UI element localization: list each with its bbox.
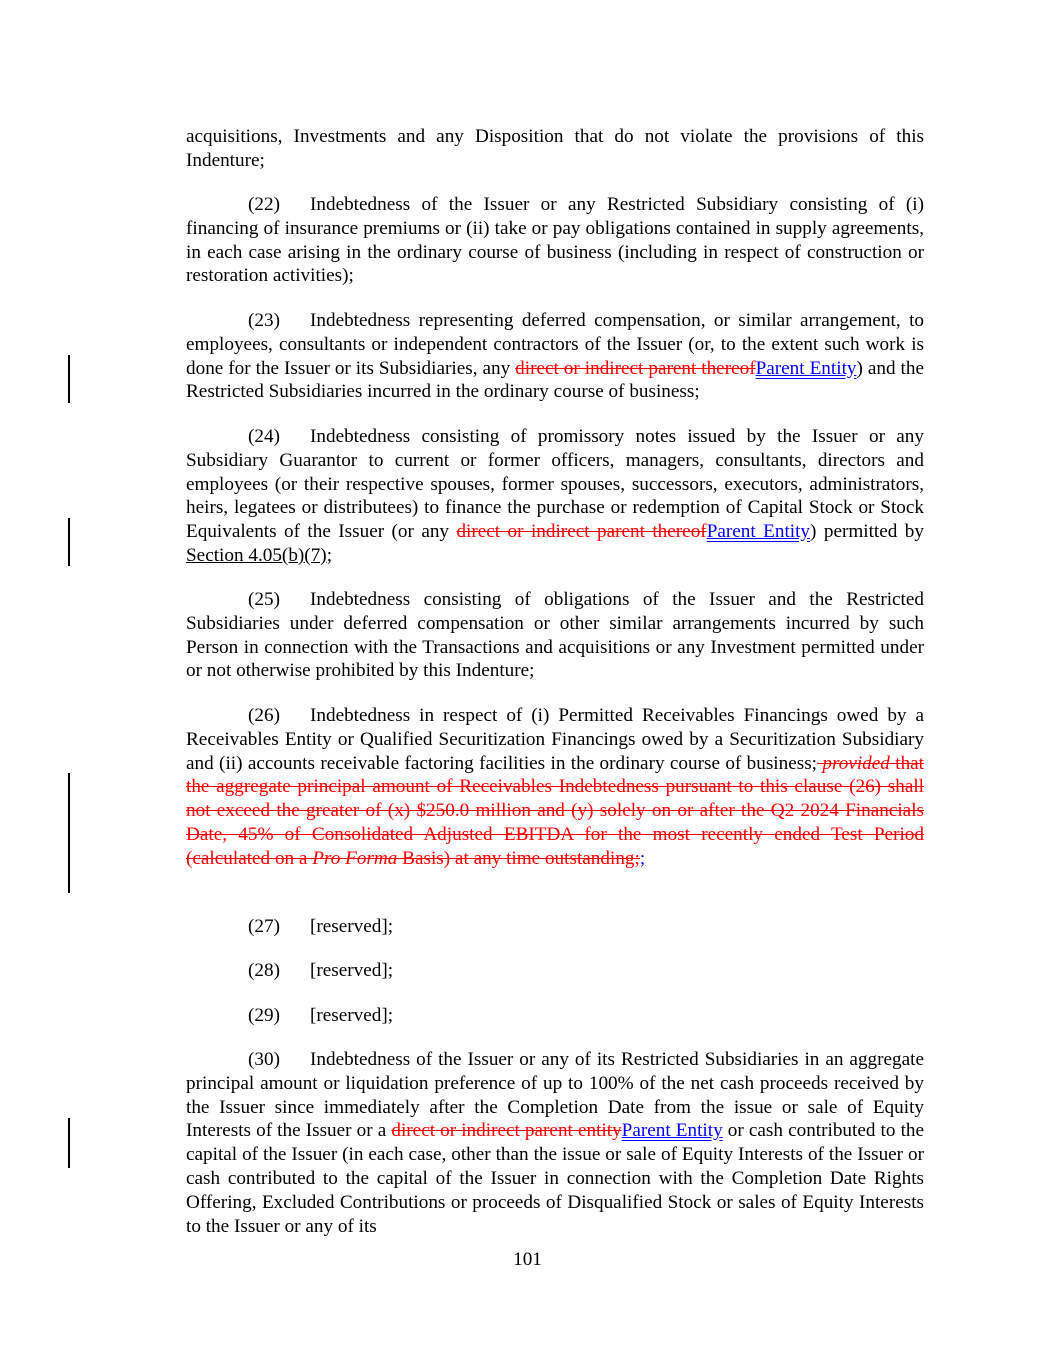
paragraph-26 — [186, 704, 924, 871]
paragraph-text: Indebtedness of the Issuer or any Restricted Subsidiary consisting of (i) financing of insurance premiums or (ii) take or pay obligations contained in supply agreements, in each case arising in the ordinary course of business (including in respect of construction or restoration activities); — [186, 194, 924, 287]
change-bar — [68, 1118, 70, 1168]
change-bar — [68, 518, 70, 566]
deleted-text-italic: Pro Forma — [312, 847, 398, 869]
clause-number: (26) — [248, 705, 280, 726]
paragraph-23 — [186, 309, 924, 404]
deleted-text: direct or indirect parent thereof — [515, 357, 756, 379]
section-reference: Section 4.05(b)(7) — [186, 544, 327, 566]
deleted-text: Basis) at any time outstanding; — [397, 847, 640, 869]
clause-number: (28) — [248, 960, 280, 981]
clause-number: (30) — [248, 1049, 280, 1070]
inserted-text: ; — [639, 847, 646, 869]
inserted-text: Parent Entity — [755, 357, 857, 379]
paragraph-25 — [186, 588, 924, 683]
paragraph-22 — [186, 193, 924, 288]
paragraph-text: Indebtedness representing deferred compensation, or similar arrangement, to employees, consultants or independent contractors of the Issuer (or, to the extent such work is done for the Issuer or its Subsidiaries, any — [186, 310, 924, 379]
paragraph-text: [reserved]; — [310, 1005, 394, 1026]
clause-number: (22) — [248, 194, 280, 215]
paragraph-28 — [248, 959, 393, 983]
change-bar — [68, 773, 70, 893]
paragraph-24 — [186, 425, 924, 568]
inserted-text: Parent Entity — [706, 521, 811, 543]
paragraph-29 — [248, 1004, 393, 1028]
deleted-text: direct or indirect parent thereof — [456, 521, 707, 543]
paragraph-text: [reserved]; — [310, 960, 394, 981]
paragraph-text: or cash contributed to the capital of the Issuer (in each case, other than the issue or sale of Equity Interests of the Issuer or cash contributed to the capital of the Issuer in connection with the Completion Date Rights Offering, Excluded Contributions or proceeds of Disqualified Stock or sales of Equity Interests to the Issuer or any of its — [186, 1120, 925, 1237]
clause-number: (27) — [248, 916, 280, 937]
paragraph-text: ) and the Restricted Subsidiaries incurred in the ordinary course of business; — [186, 357, 924, 403]
clause-number: (29) — [248, 1005, 280, 1026]
deleted-text: direct or indirect parent entity — [391, 1120, 622, 1142]
deleted-text: that the aggregate principal amount of Receivables Indebtedness pursuant to this clause (26) shall not exceed the greater of (x) $250.0 million and (y) solely on or after the Q2 2024 Financials Date, 45% of Consolidated Adjusted EBITDA for the most recently ended Test Period (calculated on a — [186, 752, 925, 869]
paragraph-text: ) permitted by — [810, 521, 924, 543]
paragraph-text: Indebtedness of the Issuer or any of its Restricted Subsidiaries in an aggregate principal amount or liquidation preference of up to 100% of the net cash proceeds received by the Issuer since immediately after the Completion Date from the issue or sale of Equity Interests of the Issuer or a — [186, 1049, 924, 1142]
clause-number: (23) — [248, 310, 280, 331]
paragraph-text: [reserved]; — [310, 916, 394, 937]
page-number: 101 — [513, 1249, 542, 1270]
paragraph-text: Indebtedness consisting of obligations of the Issuer and the Restricted Subsidiaries under deferred compensation or other similar arrangements incurred by such Person in connection with the Transactions and acquisitions or any Investment permitted under or not otherwise prohibited by this Indenture; — [186, 589, 924, 682]
paragraph-30 — [186, 1048, 924, 1238]
clause-number: (24) — [248, 426, 280, 447]
paragraph-text: ; — [326, 544, 333, 566]
paragraph-text: Indebtedness consisting of promissory notes issued by the Issuer or any Subsidiary Guarantor to current or former officers, managers, consultants, directors and employees (or their respective spouses, former spouses, successors, executors, administrators, heirs, legatees or distributees) to finance the purchase or redemption of Capital Stock or Stock Equivalents of the Issuer (or any — [186, 426, 924, 543]
clause-number: (25) — [248, 589, 280, 610]
deleted-text-italic: provided — [822, 752, 890, 774]
paragraph-continued — [186, 125, 924, 173]
paragraph-text: acquisitions, Investments and any Disposition that do not violate the provisions of this Indenture; — [186, 126, 924, 171]
inserted-text: Parent Entity — [621, 1120, 723, 1142]
change-bar — [68, 355, 70, 403]
paragraph-27 — [248, 915, 393, 939]
paragraph-text: Indebtedness in respect of (i) Permitted Receivables Financings owed by a Receivables Entity or Qualified Securitization Financings owed by a Securitization Subsidiary and (ii) accounts receivable factoring facilities in the ordinary course of business; — [186, 705, 924, 774]
